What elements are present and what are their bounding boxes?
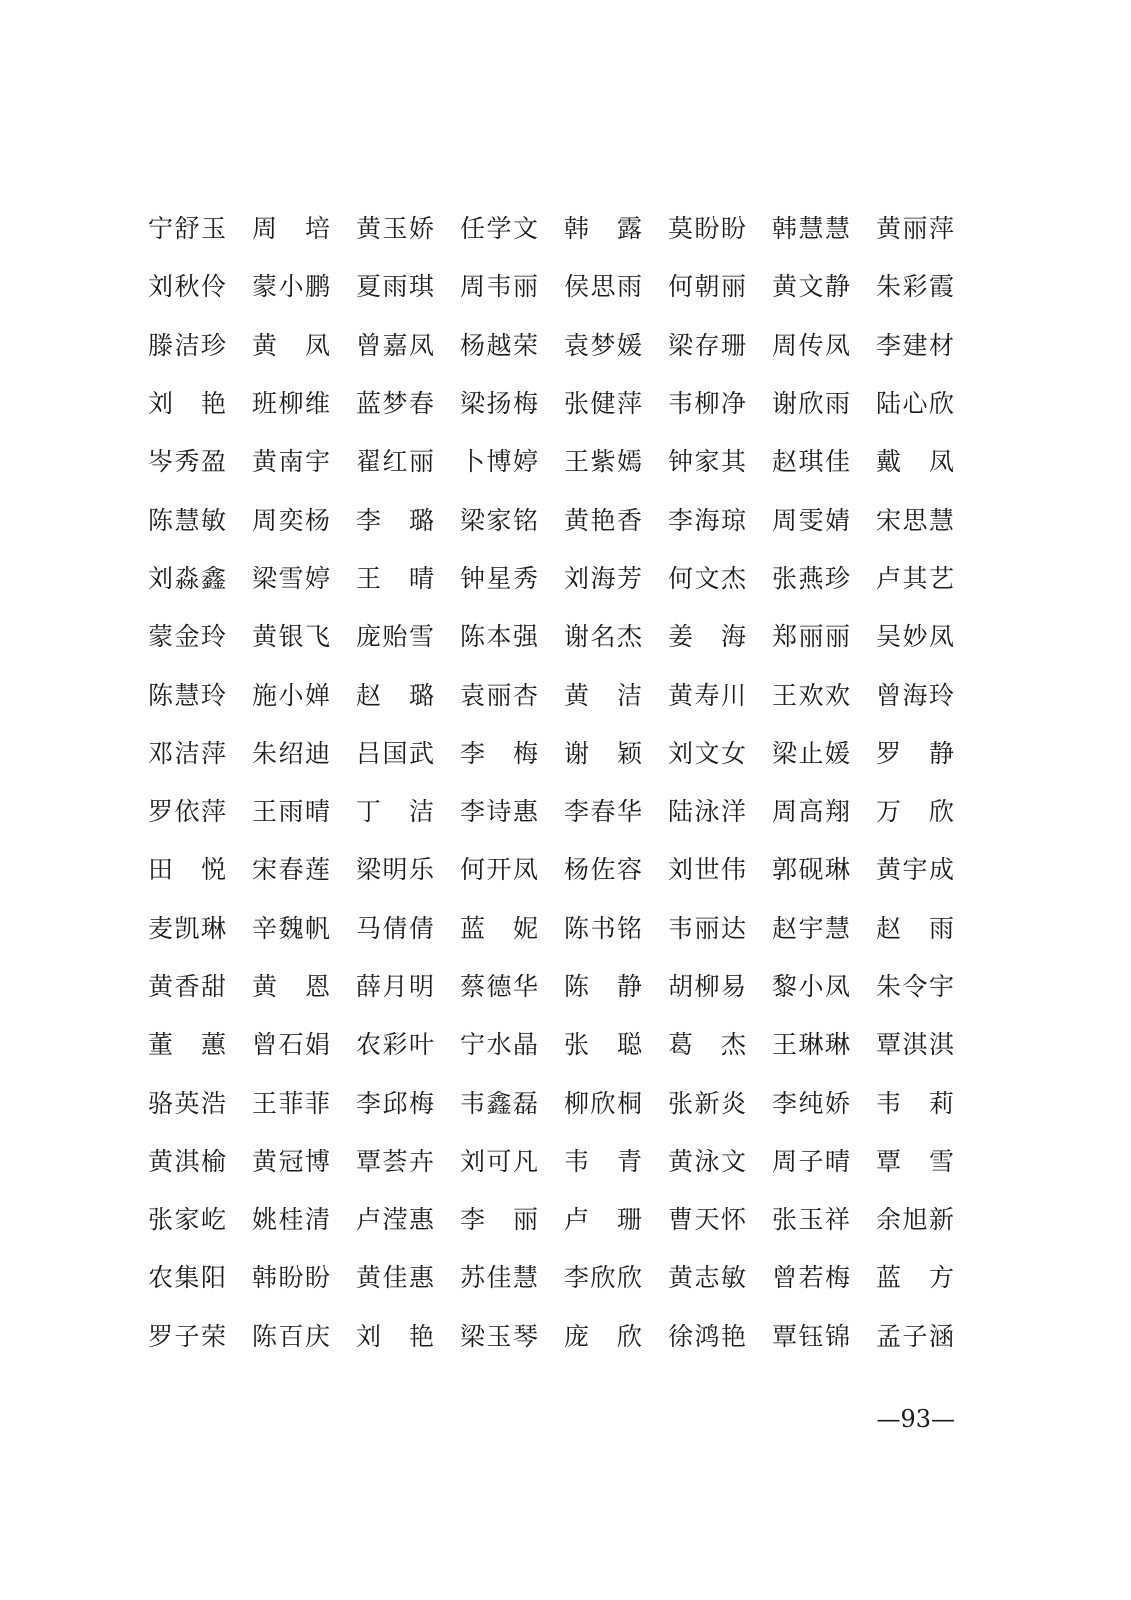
- name-entry: 袁 丽 杏: [460, 680, 538, 710]
- name-entry: 覃 雪: [876, 1146, 954, 1176]
- name-entry: 覃 荟 卉: [356, 1146, 434, 1176]
- name-entry: 韦 柳 净: [668, 389, 746, 419]
- name-entry: 苏 佳 慧: [460, 1263, 538, 1293]
- name-entry: 滕 洁 珍: [148, 330, 226, 360]
- name-entry: 黄 凤: [252, 330, 330, 360]
- name-entry: 罗 依 萍: [148, 797, 226, 827]
- name-entry: 孟 子 涵: [876, 1321, 954, 1351]
- name-entry: 梁 存 珊: [668, 330, 746, 360]
- name-entry: 陆 心 欣: [876, 389, 954, 419]
- name-entry: 周 奕 杨: [252, 505, 330, 535]
- name-entry: 周 培: [252, 214, 330, 244]
- name-entry: 赵 雨: [876, 913, 954, 943]
- name-entry: 黄 佳 惠: [356, 1263, 434, 1293]
- name-entry: 马 倩 倩: [356, 913, 434, 943]
- name-entry: 吴 妙 凤: [876, 622, 954, 652]
- name-entry: 周 高 翔: [772, 797, 850, 827]
- name-entry: 谢 欣 雨: [772, 389, 850, 419]
- name-entry: 周 传 凤: [772, 330, 850, 360]
- name-entry: 朱 彩 霞: [876, 272, 954, 302]
- name-entry: 刘 文 女: [668, 738, 746, 768]
- name-entry: 郭 砚 琳: [772, 855, 850, 885]
- name-entry: 陈 慧 敏: [148, 505, 226, 535]
- name-entry: 黄 泳 文: [668, 1146, 746, 1176]
- name-entry: 曾 若 梅: [772, 1263, 850, 1293]
- name-entry: 戴 凤: [876, 447, 954, 477]
- name-entry: 陈 书 铭: [564, 913, 642, 943]
- name-entry: 梁 玉 琴: [460, 1321, 538, 1351]
- name-entry: 刘 海 芳: [564, 563, 642, 593]
- name-entry: 庞 欣: [564, 1321, 642, 1351]
- name-entry: 韦 莉: [876, 1088, 954, 1118]
- name-entry: 覃 钰 锦: [772, 1321, 850, 1351]
- name-entry: 王 紫 嫣: [564, 447, 642, 477]
- name-entry: 韦 青: [564, 1146, 642, 1176]
- name-entry: 王 雨 晴: [252, 797, 330, 827]
- name-entry: 周 子 晴: [772, 1146, 850, 1176]
- name-entry: 张 聪: [564, 1030, 642, 1060]
- name-entry: 辛 魏 帆: [252, 913, 330, 943]
- name-entry: 刘 可 凡: [460, 1146, 538, 1176]
- name-entry: 黄 宇 成: [876, 855, 954, 885]
- name-entry: 曾 石 娟: [252, 1030, 330, 1060]
- name-entry: 柳 欣 桐: [564, 1088, 642, 1118]
- name-entry: 黄 南 宇: [252, 447, 330, 477]
- name-entry: 李 建 材: [876, 330, 954, 360]
- name-entry: 任 学 文: [460, 214, 538, 244]
- name-entry: 陈 本 强: [460, 622, 538, 652]
- name-entry: 蓝 妮: [460, 913, 538, 943]
- name-entry: 刘 艳: [148, 389, 226, 419]
- name-entry: 徐 鸿 艳: [668, 1321, 746, 1351]
- name-entry: 李 邱 梅: [356, 1088, 434, 1118]
- name-entry: 黄 艳 香: [564, 505, 642, 535]
- name-entry: 曾 海 玲: [876, 680, 954, 710]
- name-entry: 谢 名 杰: [564, 622, 642, 652]
- name-entry: 农 集 阳: [148, 1263, 226, 1293]
- name-entry: 曾 嘉 凤: [356, 330, 434, 360]
- name-entry: 施 小 婵: [252, 680, 330, 710]
- name-entry: 宋 春 莲: [252, 855, 330, 885]
- name-entry: 黄 洁: [564, 680, 642, 710]
- name-entry: 宁 水 晶: [460, 1030, 538, 1060]
- name-entry: 丁 洁: [356, 797, 434, 827]
- name-entry: 张 家 屹: [148, 1205, 226, 1235]
- name-entry: 农 彩 叶: [356, 1030, 434, 1060]
- name-entry: 张 健 萍: [564, 389, 642, 419]
- name-entry: 班 柳 维: [252, 389, 330, 419]
- name-entry: 杨 越 荣: [460, 330, 538, 360]
- name-entry: 侯 思 雨: [564, 272, 642, 302]
- name-entry: 黄 文 静: [772, 272, 850, 302]
- name-entry: 梁 明 乐: [356, 855, 434, 885]
- name-entry: 卢 其 艺: [876, 563, 954, 593]
- name-entry: 姚 桂 清: [252, 1205, 330, 1235]
- name-entry: 谢 颖: [564, 738, 642, 768]
- name-entry: 钟 星 秀: [460, 563, 538, 593]
- name-entry: 李 丽: [460, 1205, 538, 1235]
- name-entry: 蒙 金 玲: [148, 622, 226, 652]
- name-entry: 黄 志 敏: [668, 1263, 746, 1293]
- name-entry: 万 欣: [876, 797, 954, 827]
- name-entry: 梁 止 媛: [772, 738, 850, 768]
- name-entry: 李 纯 娇: [772, 1088, 850, 1118]
- name-entry: 宋 思 慧: [876, 505, 954, 535]
- name-entry: 胡 柳 易: [668, 972, 746, 1001]
- name-entry: 赵 璐: [356, 680, 434, 710]
- name-entry: 董 蕙: [148, 1030, 226, 1060]
- name-entry: 罗 静: [876, 738, 954, 768]
- name-entry: 杨 佐 容: [564, 855, 642, 885]
- name-entry: 卢 滢 惠: [356, 1205, 434, 1235]
- name-entry: 李 海 琼: [668, 505, 746, 535]
- name-entry: 黄 丽 萍: [876, 214, 954, 244]
- name-entry: 余 旭 新: [876, 1205, 954, 1235]
- name-entry: 曹 天 怀: [668, 1205, 746, 1235]
- name-entry: 韩 露: [564, 214, 642, 244]
- name-entry: 王 琳 琳: [772, 1030, 850, 1060]
- name-entry: 赵 宇 慧: [772, 913, 850, 943]
- name-entry: 黄 香 甜: [148, 972, 226, 1001]
- name-entry: 蔡 德 华: [460, 972, 538, 1001]
- name-entry: 宁 舒 玉: [148, 214, 226, 244]
- name-entry: 钟 家 其: [668, 447, 746, 477]
- name-entry: 李 春 华: [564, 797, 642, 827]
- name-entry: 李 诗 惠: [460, 797, 538, 827]
- name-entry: 麦 凯 琳: [148, 913, 226, 943]
- name-entry: 张 玉 祥: [772, 1205, 850, 1235]
- name-entry: 卜 博 婷: [460, 447, 538, 477]
- name-entry: 王 菲 菲: [252, 1088, 330, 1118]
- name-entry: 周 雯 婧: [772, 505, 850, 535]
- name-entry: 袁 梦 媛: [564, 330, 642, 360]
- name-entry: 黄 玉 娇: [356, 214, 434, 244]
- name-entry: 韩 盼 盼: [252, 1263, 330, 1293]
- name-entry: 陈 慧 玲: [148, 680, 226, 710]
- name-entry: 卢 珊: [564, 1205, 642, 1235]
- name-entry: 郑 丽 丽: [772, 622, 850, 652]
- name-entry: 岑 秀 盈: [148, 447, 226, 477]
- name-entry: 王 欢 欢: [772, 680, 850, 710]
- name-entry: 蓝 方: [876, 1263, 954, 1293]
- name-entry: 夏 雨 琪: [356, 272, 434, 302]
- name-entry: 吕 国 武: [356, 738, 434, 768]
- name-entry: 陆 泳 洋: [668, 797, 746, 827]
- name-entry: 翟 红 丽: [356, 447, 434, 477]
- name-entry: 刘 艳: [356, 1321, 434, 1351]
- name-entry: 梁 扬 梅: [460, 389, 538, 419]
- name-entry: 黄 冠 博: [252, 1146, 330, 1176]
- name-entry: 黄 寿 川: [668, 680, 746, 710]
- name-entry: 何 文 杰: [668, 563, 746, 593]
- name-entry: 何 开 凤: [460, 855, 538, 885]
- page-number: —93—: [876, 1405, 955, 1433]
- name-entry: 陈 百 庆: [252, 1321, 330, 1351]
- name-entry: 王 晴: [356, 563, 434, 593]
- name-entry: 何 朝 丽: [668, 272, 746, 302]
- name-entry: 莫 盼 盼: [668, 214, 746, 244]
- name-entry: 刘 世 伟: [668, 855, 746, 885]
- name-entry: 梁 雪 婷: [252, 563, 330, 593]
- name-entry: 田 悦: [148, 855, 226, 885]
- name-entry: 张 燕 珍: [772, 563, 850, 593]
- name-entry: 张 新 炎: [668, 1088, 746, 1118]
- name-entry: 刘 淼 鑫: [148, 563, 226, 593]
- name-entry: 李 璐: [356, 505, 434, 535]
- name-entry: 庞 贻 雪: [356, 622, 434, 652]
- name-entry: 黄 银 飞: [252, 622, 330, 652]
- name-entry: 黄 恩: [252, 972, 330, 1001]
- name-entry: 李 梅: [460, 738, 538, 768]
- name-entry: 邓 洁 萍: [148, 738, 226, 768]
- name-entry: 陈 静: [564, 972, 642, 1001]
- name-entry: 梁 家 铭: [460, 505, 538, 535]
- name-entry: 黄 淇 榆: [148, 1146, 226, 1176]
- name-entry: 李 欣 欣: [564, 1263, 642, 1293]
- name-entry: 蓝 梦 春: [356, 389, 434, 419]
- name-entry: 韦 鑫 磊: [460, 1088, 538, 1118]
- name-entry: 刘 秋 伶: [148, 272, 226, 302]
- name-entry: 周 韦 丽: [460, 272, 538, 302]
- name-entry: 姜 海: [668, 622, 746, 652]
- name-entry: 骆 英 浩: [148, 1088, 226, 1118]
- name-entry: 赵 琪 佳: [772, 447, 850, 477]
- name-entry: 朱 绍 迪: [252, 738, 330, 768]
- name-entry: 薛 月 明: [356, 972, 434, 1001]
- name-entry: 葛 杰: [668, 1030, 746, 1060]
- name-entry: 黎 小 凤: [772, 972, 850, 1001]
- name-entry: 蒙 小 鹏: [252, 272, 330, 302]
- name-entry: 覃 淇 淇: [876, 1030, 954, 1060]
- name-entry: 朱 令 宇: [876, 972, 954, 1001]
- name-entry: 韦 丽 达: [668, 913, 746, 943]
- name-list-grid: [148, 200, 956, 1366]
- name-entry: 罗 子 荣: [148, 1321, 226, 1351]
- name-entry: 韩 慧 慧: [772, 214, 850, 244]
